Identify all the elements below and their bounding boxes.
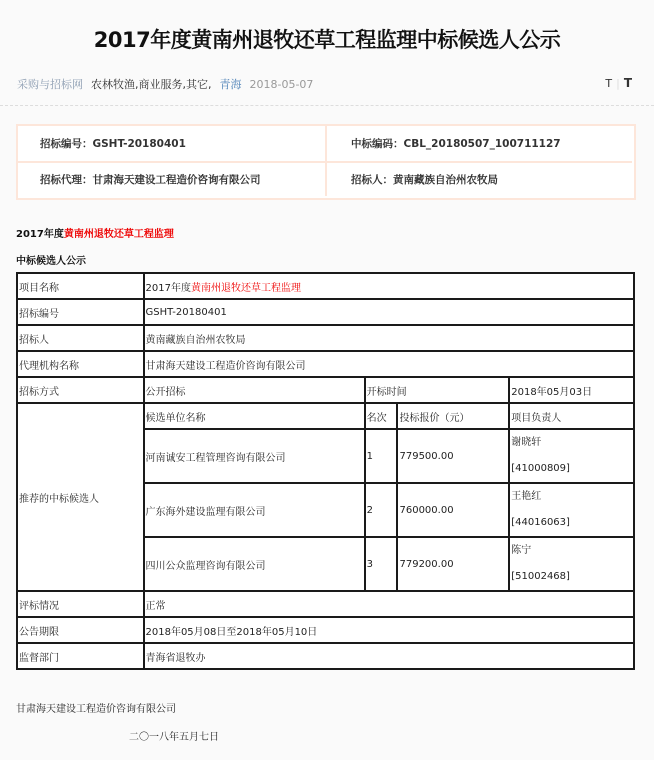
table-row [17, 643, 634, 669]
article-meta [17, 76, 313, 92]
header-cell: 投标报价（元） [397, 403, 509, 429]
label-cell: 代理机构名称 [17, 351, 144, 377]
source-link[interactable]: 采购与招标网 [17, 78, 83, 91]
label-cell: 开标时间 [365, 377, 510, 403]
section-subheading: 中标候选人公示 [16, 256, 86, 267]
leader-id: [41000809] [511, 463, 570, 474]
table-row [17, 299, 634, 325]
heading-highlight: 黄南州退牧还草工程监理 [63, 229, 174, 240]
label-cell: 监督部门 [17, 643, 144, 669]
footer-date: 二〇一八年五月七日 [129, 732, 219, 743]
value-cell [144, 273, 635, 299]
info-box [16, 124, 636, 200]
divider [0, 105, 654, 106]
candidate-name: 广东海外建设监理有限公司 [144, 483, 365, 537]
font-size-controls [605, 76, 632, 90]
candidate-rank: 1 [365, 429, 398, 483]
leader-name: 谢晓轩 [511, 437, 542, 448]
heading-prefix: 2017年度 [16, 229, 64, 240]
table-row [17, 617, 634, 643]
font-large-button[interactable]: T [623, 76, 632, 90]
table-row [17, 403, 634, 429]
candidate-leader [509, 483, 634, 537]
label-cell: 评标情况 [17, 591, 144, 617]
candidate-rank: 3 [365, 537, 398, 591]
header-cell: 项目负责人 [509, 403, 634, 429]
value-cell: GSHT-20180401 [144, 299, 635, 325]
leader-name: 陈宁 [511, 545, 532, 556]
value-cell: 2018年05月03日 [509, 377, 634, 403]
candidate-leader [509, 429, 634, 483]
award-code: 中标编码：CBL_20180507_100711127 [325, 126, 632, 161]
candidate-name: 河南诚安工程管理咨询有限公司 [144, 429, 365, 483]
candidate-price: 760000.00 [397, 483, 509, 537]
value-cell: 青海省退牧办 [144, 643, 635, 669]
table-row [17, 591, 634, 617]
region-link[interactable]: 青海 [219, 78, 242, 91]
section-heading [16, 225, 174, 240]
label-cell: 招标人 [17, 325, 144, 351]
candidate-rank: 2 [365, 483, 398, 537]
value-cell: 公开招标 [144, 377, 365, 403]
table-row [17, 351, 634, 377]
value-cell: 2018年05月08日至2018年05月10日 [144, 617, 635, 643]
candidate-name: 四川公众监理咨询有限公司 [144, 537, 365, 591]
leader-id: [44016063] [511, 517, 570, 528]
candidate-price: 779500.00 [397, 429, 509, 483]
label-cell: 项目名称 [17, 273, 144, 299]
tender-agent: 招标代理：甘肃海天建设工程造价咨询有限公司 [18, 161, 325, 196]
footer-company: 甘肃海天建设工程造价咨询有限公司 [16, 704, 176, 715]
project-highlight: 黄南州退牧还草工程监理 [190, 282, 301, 294]
value-cell: 甘肃海天建设工程造价咨询有限公司 [144, 351, 635, 377]
separator: | [616, 76, 620, 90]
page-title: 2017年度黄南州退牧还草工程监理中标候选人公示 [93, 28, 561, 52]
label-cell: 招标方式 [17, 377, 144, 403]
category-text: 农林牧渔,商业服务,其它, [91, 78, 212, 91]
value-cell: 正常 [144, 591, 635, 617]
label-cell: 推荐的中标候选人 [17, 403, 144, 591]
tenderer: 招标人：黄南藏族自治州农牧局 [325, 161, 632, 196]
publish-date: 2018-05-07 [249, 77, 314, 91]
leader-name: 王艳红 [511, 491, 542, 502]
tender-number: 招标编号：GSHT-20180401 [40, 138, 186, 150]
table-row [17, 377, 634, 403]
table-row [17, 325, 634, 351]
value-cell: 黄南藏族自治州农牧局 [144, 325, 635, 351]
header-cell: 名次 [365, 403, 398, 429]
label-cell: 招标编号 [17, 299, 144, 325]
header-cell: 候选单位名称 [144, 403, 365, 429]
table-row [17, 273, 634, 299]
label-cell: 公告期限 [17, 617, 144, 643]
candidate-leader [509, 537, 634, 591]
leader-id: [51002468] [511, 571, 570, 582]
candidate-table [16, 272, 635, 670]
candidate-price: 779200.00 [397, 537, 509, 591]
project-prefix: 2017年度 [145, 282, 191, 294]
font-small-button[interactable]: T [605, 76, 613, 90]
